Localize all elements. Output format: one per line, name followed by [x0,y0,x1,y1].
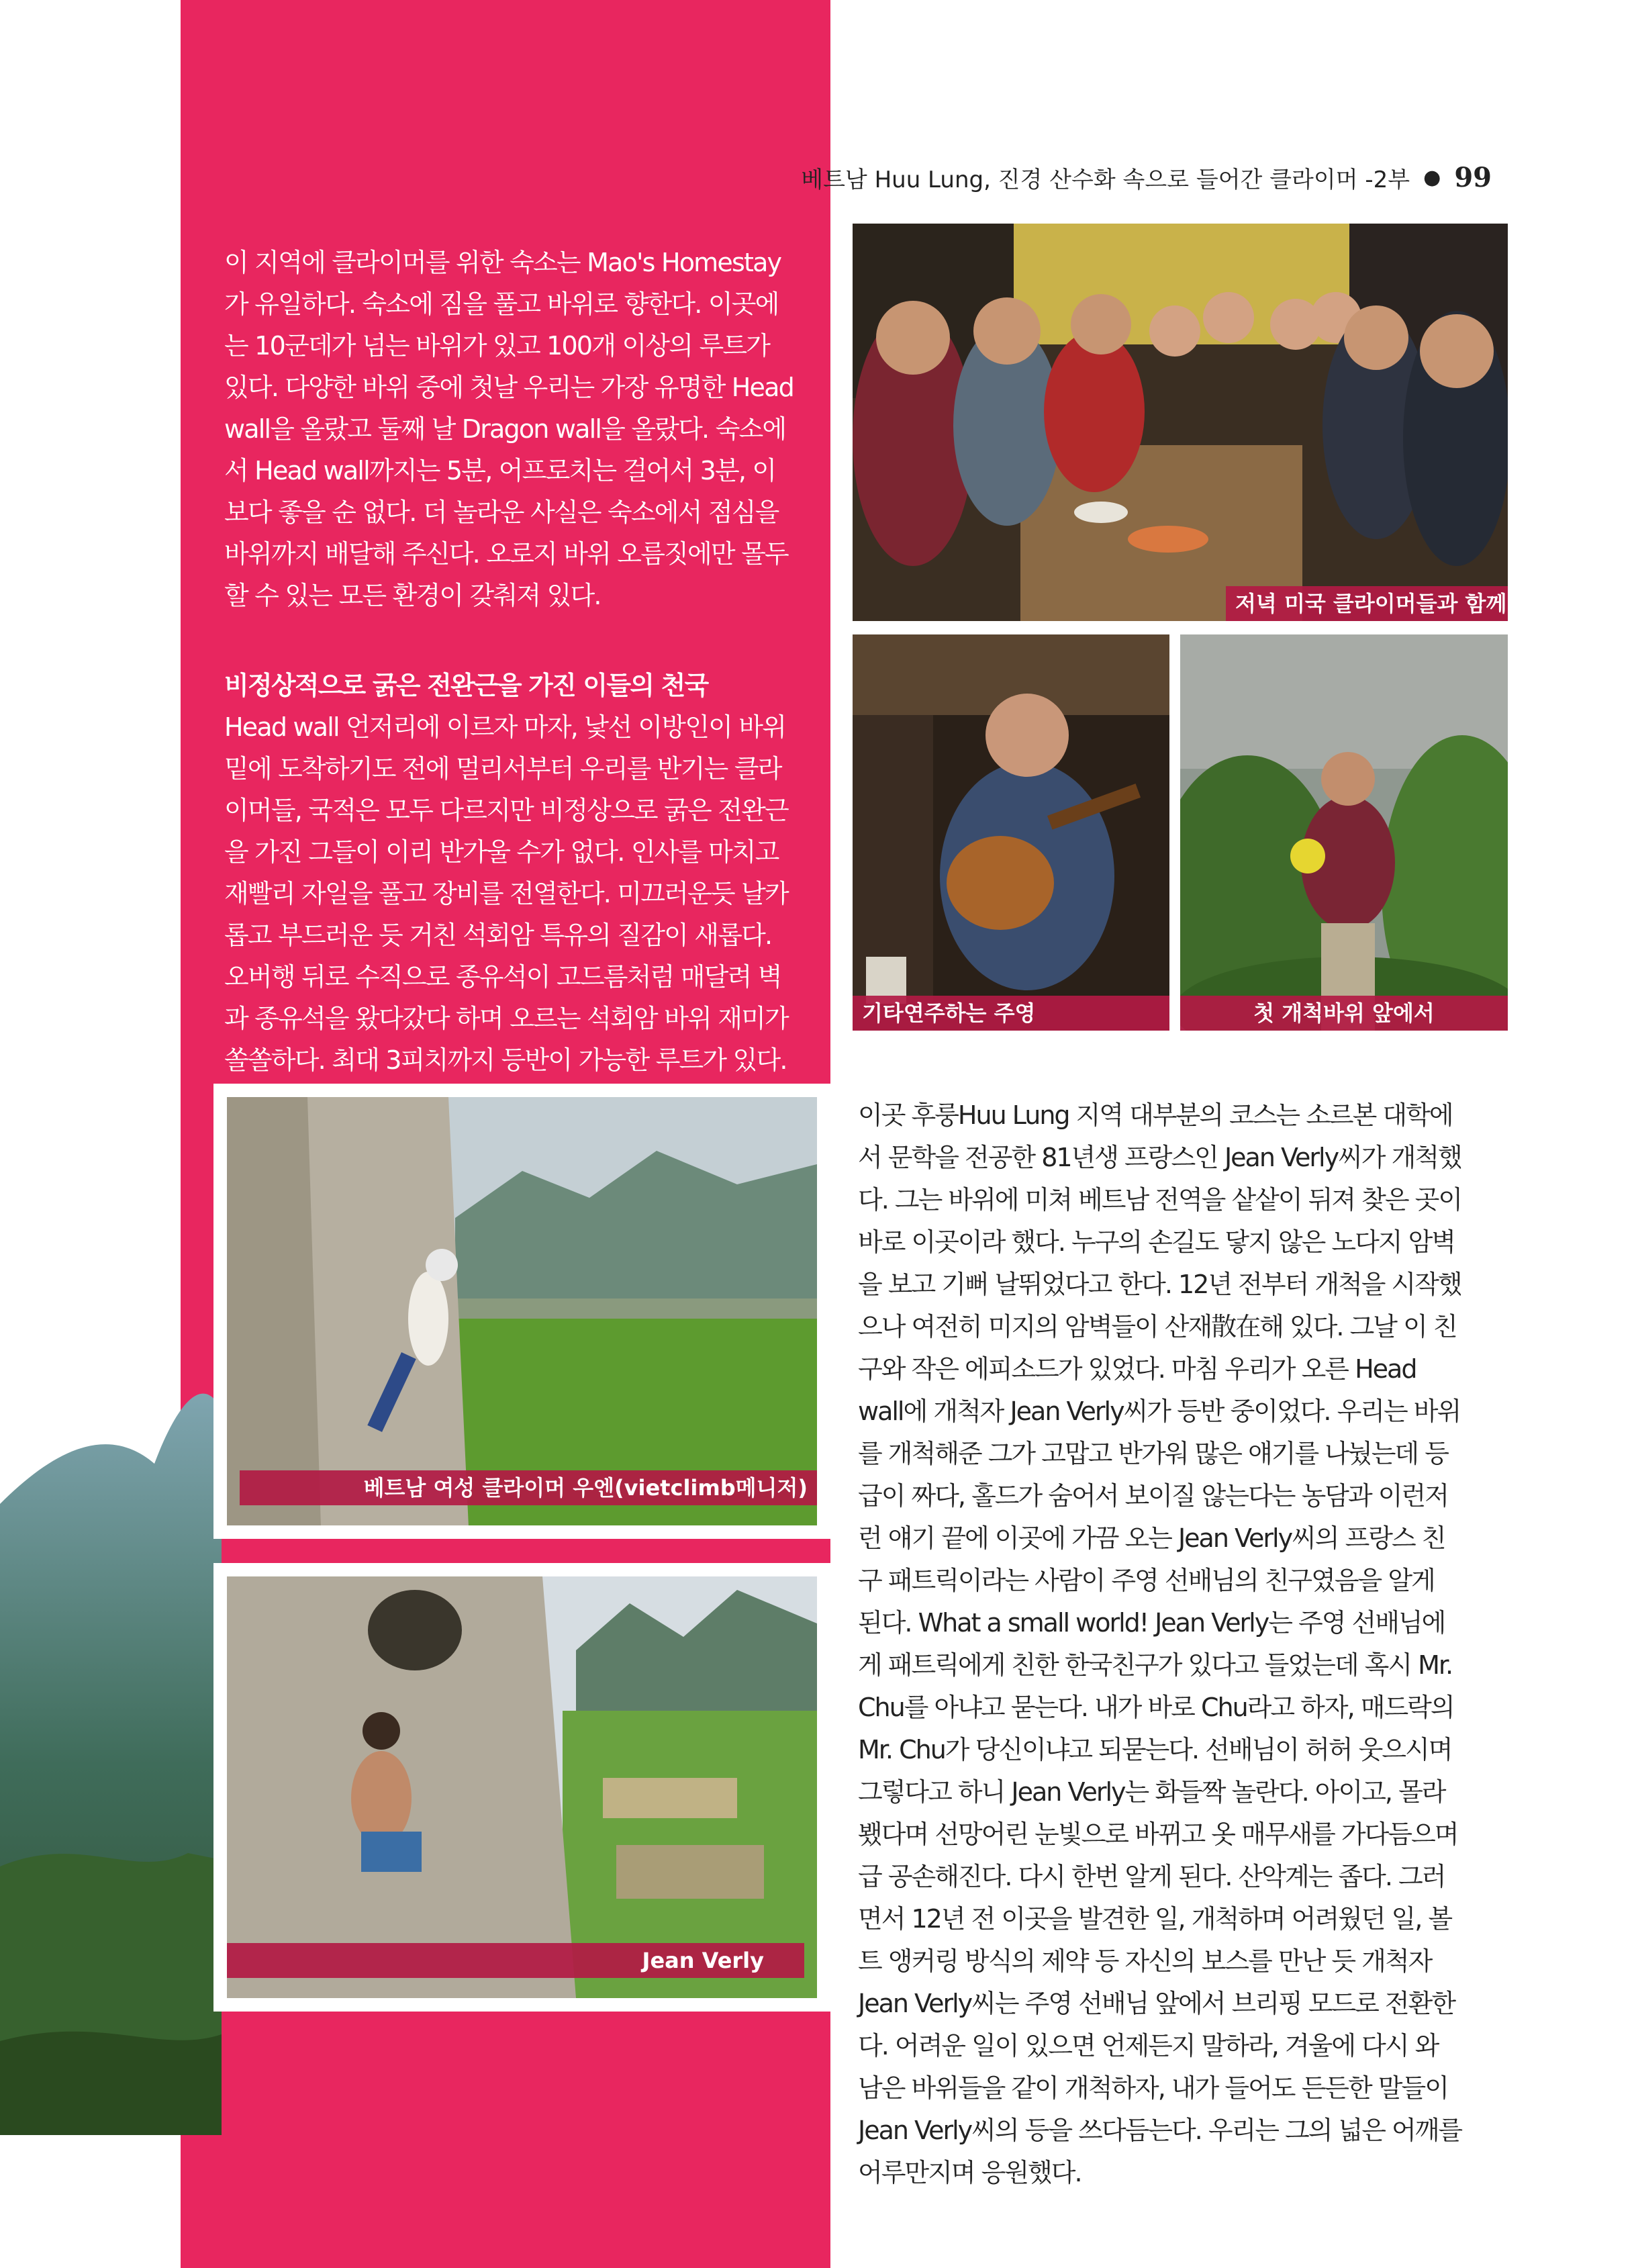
photo-guitar [853,634,1169,1031]
caption-jean-verly: Jean Verly [227,1943,804,1978]
photo-woman-climber [227,1097,817,1525]
running-head [801,161,1492,194]
caption-guitar: 기타연주하는 주영 [853,996,1169,1031]
bullet: ● [1423,166,1441,189]
caption-dinner: 저녁 미국 클라이머들과 함께 [1226,586,1508,621]
page-number: 99 [1454,162,1492,193]
right-column-text [858,1094,1462,2194]
caption-woman-climber: 베트남 여성 클라이머 우엔(vietclimb메니저) [240,1470,817,1505]
right-paragraph: 이곳 후룽Huu Lung 지역 대부분의 코스는 소르본 대학에서 문학을 전공한 81년생 프랑스인 Jean Verly씨가 개척했다. 그는 바위에 미쳐 베트남 전역을 샅샅이 뒤져 찾은 곳이 바로 이곳이라 했다. 누구의 손길도 닿지 않은 노다지 암벽을 보고 기뻐 날뛰었다고 한다. 12년 전부터 개척을 시작했으나 여전히 미지의 암벽들이 산재散在해 있다. 그날 이 친구와 작은 에피소드가 있었다. 마침 우리가 오른 Head wall에 개척자 Jean Verly씨가 등반 중이었다. 우리는 바위를 개척해준 그가 고맙고 반가워 많은 얘기를 나눴는데 등급이 짜다, 홀드가 숨어서 보이질 않는다는 농담과 이런저런 얘기 끝에 이곳에 가끔 오는 Jean Verly씨의 프랑스 친구 패트릭이라는 사람이 주영 선배님의 친구였음을 알게 된다. What a small world! Jean Verly는 주영 선배님에게 패트릭에게 친한 한국친구가 있다고 들었는데 혹시 Mr. Chu를 아냐고 묻는다. 내가 바로 Chu라고 하자, 매드락의 Mr. Chu가 당신이냐고 되묻는다. 선배님이 허허 웃으시며 그렇다고 하니 Jean Verly는 화들짝 놀란다. 아이고, 몰라 뵀다며 선망어린 눈빛으로 바뀌고 옷 매무새를 가다듬으며 급 공손해진다. 다시 한번 알게 된다. 산악계는 좁다. 그러면서 12년 전 이곳을 발견한 일, 개척하며 어려웠던 일, 볼트 앵커링 방식의 제약 등 자신의 보스를 만난 듯 개척자 Jean Verly씨는 주영 선배님 앞에서 브리핑 모드로 전환한다. 어려운 일이 있으면 언제든지 말하라, 겨울에 다시 와 남은 바위들을 같이 개척하자, 내가 들어도 든든한 말들이 Jean Verly씨의 등을 쓰다듬는다. 우리는 그의 넓은 어깨를 어루만지며 응원했다. [858,1100,1462,2187]
left-paragraph-2: Head wall 언저리에 이르자 마자, 낯선 이방인이 바위 밑에 도착하기도 전에 멀리서부터 우리를 반기는 클라이머들, 국적은 모두 다르지만 비정상으로 굵은 전완근을 가진 그들이 이리 반가울 수가 없다. 인사를 마치고 재빨리 자일을 풀고 장비를 전열한다. 미끄러운듯 날카롭고 부드러운 듯 거친 석회암 특유의 질감이 새롭다. 오버행 뒤로 수직으로 종유석이 고드름처럼 매달려 벽과 종유석을 왔다갔다 하며 오르는 석회암 바위 재미가 쏠쏠하다. 최대 3피치까지 등반이 가능한 루트가 있다. [224,712,788,1075]
left-column-text [224,242,795,1081]
left-paragraph-1: 이 지역에 클라이머를 위한 숙소는 Mao's Homestay가 유일하다. 숙소에 짐을 풀고 바위로 향한다. 이곳에는 10군데가 넘는 바위가 있고 100개 이상의 루트가 있다. 다양한 바위 중에 첫날 우리는 가장 유명한 Head wall을 올랐고 둘째 날 Dragon wall을 올랐다. 숙소에서 Head wall까지는 5분, 어프로치는 걸어서 3분, 이보다 좋을 순 없다. 더 놀라운 사실은 숙소에서 점심을 바위까지 배달해 주신다. 오로지 바위 오름짓에만 몰두할 수 있는 모든 환경이 갖춰져 있다. [224,248,794,610]
section-heading: 비정상적으로 굵은 전완근을 가진 이들의 천국 [224,671,708,700]
photo-first-rock [1180,634,1508,1031]
running-head-title: 베트남 Huu Lung, 진경 산수화 속으로 들어간 클라이머 -2부 [801,167,1410,193]
photo-dinner [853,224,1508,621]
photo-jean-verly [227,1576,817,1998]
caption-first-rock: 첫 개척바위 앞에서 [1180,996,1508,1031]
